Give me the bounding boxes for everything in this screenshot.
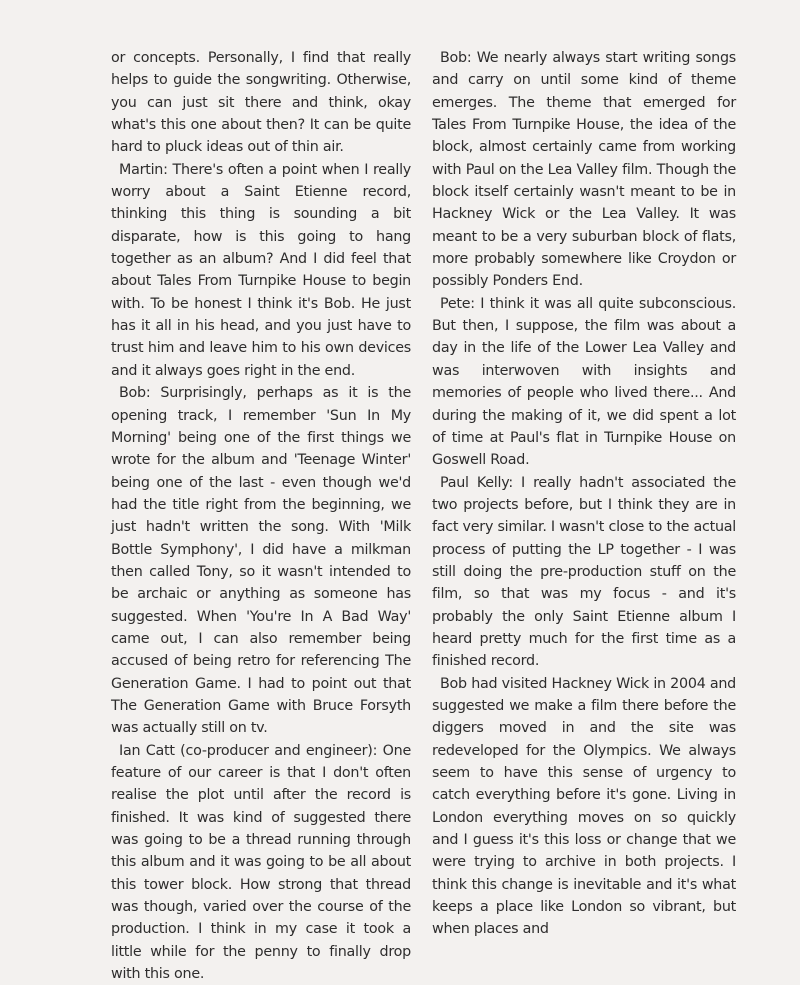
paragraph: Martin: There's often a point when I really worry about a Saint Etienne record, thinking this thing is sounding a bit disparate, how is this going to hang together as an album? And I did feel that about Tales From Turnpike House to begin with. To be honest I think it's Bob. He just has it all in his head, and you just have to trust him and leave him to his own devices and it always goes right in the end. xyxy=(111,161,411,379)
paragraph: Bob had visited Hackney Wick in 2004 and suggested we make a film there before the diggers moved in and the site was redeveloped for the Olympics. We always seem to have this sense of urgency to catch everything before it's gone. Living in London everything moves on so quickly and I guess it's this loss or change that we were trying to archive in both projects. I think this change is inevitable and it's what keeps a place like London so vibrant, but when places and xyxy=(432,675,736,938)
paragraph: or concepts. Personally, I find that really helps to guide the songwriting. Otherwise, you can just sit there and think, okay what's this one about then? It can be quite hard to pluck ideas out of thin air. xyxy=(111,50,411,156)
paragraph: Bob: We nearly always start writing songs and carry on until some kind of theme emerges. The theme that emerged for Tales From Turnpike House, the idea of the block, almost certainly came from working with Paul on the Lea Valley film. Though the block itself certainly wasn't meant to be in Hackney Wick or the Lea Valley. It was meant to be a very suburban block of flats, more probably somewhere like Croydon or possibly Ponders End. xyxy=(432,50,736,290)
paragraph: Paul Kelly: I really hadn't associated the two projects before, but I think they are in fact very similar. I wasn't close to the actual process of putting the LP together - I was still doing the pre-production stuff on the film, so that was my focus - and it's probably the only Saint Etienne album I heard pretty much for the first time as a finished record. xyxy=(432,474,737,670)
paragraph: Bob: Surprisingly, perhaps as it is the opening track, I remember 'Sun In My Morning' being one of the first things we wrote for the album and 'Teenage Winter' being one of the last - even though we'd had the title right from the beginning, we just hadn't written the song. With 'Milk Bottle Symphony', I did have a milkman then called Tony, so it wasn't intended to be archaic or anything as someone has suggested. When 'You're In A Bad Way' came out, I can also remember being accused of being retro for referencing The Generation Game. I had to point out that The Generation Game with Bruce Forsyth was actually still on tv. xyxy=(111,385,411,737)
left-text-column xyxy=(111,47,411,985)
paragraph: Ian Catt (co-producer and engineer): One feature of our career is that I don't often realise the plot until after the record is finished. It was kind of suggested there was going to be a thread running through this album and it was going to be all about this tower block. How strong that thread was though, varied over the course of the production. I think in my case it took a little while for the penny to finally drop with this one. xyxy=(111,742,411,983)
paragraph: Pete: I think it was all quite subconscious. But then, I suppose, the film was about a day in the life of the Lower Lea Valley and was interwoven with insights and memories of people who lived there... And during the making of it, we did spent a lot of time at Paul's flat in Turnpike House on Goswell Road. xyxy=(432,295,736,469)
right-text-column xyxy=(432,47,736,941)
